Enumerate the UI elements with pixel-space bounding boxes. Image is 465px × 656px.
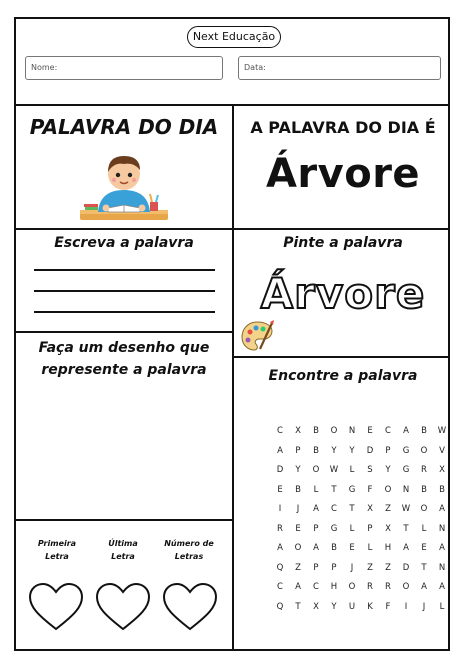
word-search-cell[interactable]: A — [439, 543, 445, 553]
word-search-cell[interactable]: O — [312, 465, 320, 475]
word-search-cell[interactable]: Q — [276, 601, 284, 612]
word-search-cell[interactable]: L — [367, 543, 373, 553]
word-search-cell[interactable]: T — [403, 523, 409, 534]
word-search-cell[interactable]: R — [385, 582, 391, 592]
divider-left-3 — [16, 519, 232, 521]
word-search-cell[interactable]: Z — [367, 562, 373, 573]
date-label: Data: — [244, 63, 266, 72]
word-of-day-prompt: A PALAVRA DO DIA É — [250, 118, 436, 137]
word-search-cell[interactable]: R — [277, 523, 283, 534]
word-search-cell[interactable]: T — [421, 562, 427, 573]
word-search-cell[interactable]: L — [313, 484, 319, 495]
word-search-cell[interactable]: G — [348, 484, 356, 495]
word-search-cell[interactable]: F — [367, 484, 373, 495]
first-letter-label — [27, 537, 87, 563]
word-search-cell[interactable]: N — [348, 426, 356, 436]
word-search-cell[interactable]: Y — [385, 465, 391, 475]
word-search-cell[interactable]: I — [278, 504, 282, 514]
word-search-cell[interactable]: A — [313, 504, 319, 514]
word-search-cell[interactable]: T — [331, 484, 337, 495]
word-search-cell[interactable]: D — [276, 465, 284, 475]
word-search-cell[interactable]: N — [402, 484, 410, 495]
word-search-cell[interactable]: P — [385, 445, 391, 456]
word-search-cell[interactable]: J — [296, 504, 300, 514]
word-search-cell[interactable]: C — [385, 426, 391, 436]
write-line[interactable] — [34, 269, 215, 271]
word-search-cell[interactable]: X — [295, 426, 301, 436]
word-search-cell[interactable]: O — [294, 543, 302, 553]
date-field[interactable] — [238, 56, 441, 80]
word-search-cell[interactable]: Y — [349, 445, 355, 456]
word-search-cell[interactable]: B — [421, 426, 427, 436]
word-search-cell[interactable]: B — [295, 484, 301, 495]
letter-count-label-2: Letras — [174, 552, 204, 561]
word-search-cell[interactable]: W — [401, 504, 411, 514]
letter-count-heart[interactable] — [162, 582, 218, 632]
word-search-cell[interactable]: X — [385, 523, 391, 534]
word-search-cell[interactable]: A — [403, 426, 409, 436]
word-search-cell[interactable]: L — [349, 523, 355, 534]
word-search-cell[interactable]: O — [420, 445, 428, 456]
word-search-cell[interactable]: P — [331, 562, 337, 573]
first-letter-heart[interactable] — [28, 582, 84, 632]
divider-right-2 — [232, 356, 448, 358]
word-search-cell[interactable]: P — [313, 562, 319, 573]
write-line[interactable] — [34, 290, 215, 292]
last-letter-label — [93, 537, 153, 563]
word-search-cell[interactable]: A — [313, 543, 319, 553]
draw-title-line1: Faça um desenho que — [38, 340, 210, 356]
word-search-cell[interactable]: X — [367, 504, 373, 514]
word-search-cell[interactable]: C — [331, 504, 337, 514]
word-search-cell[interactable]: L — [439, 601, 445, 612]
word-search-cell[interactable]: F — [385, 601, 391, 612]
word-search-cell[interactable]: E — [277, 484, 283, 495]
last-letter-label-1: Última — [108, 539, 138, 548]
word-search-cell[interactable]: O — [348, 582, 356, 592]
word-search-cell[interactable]: P — [295, 445, 301, 456]
word-search-cell[interactable]: Z — [385, 504, 391, 514]
word-search-cell[interactable]: Z — [295, 562, 301, 573]
word-search-cell[interactable]: R — [421, 465, 427, 475]
write-line[interactable] — [34, 311, 215, 313]
paint-palette-icon — [240, 319, 274, 353]
word-search-cell[interactable]: C — [313, 582, 319, 592]
word-search-cell[interactable]: G — [402, 465, 410, 475]
word-search-cell[interactable]: W — [437, 426, 447, 436]
word-search-cell[interactable]: D — [366, 445, 374, 456]
word-search-cell[interactable]: V — [439, 445, 445, 456]
word-search-cell[interactable]: Y — [331, 445, 337, 456]
last-letter-label-2: Letra — [111, 552, 135, 561]
word-search-cell[interactable]: Y — [295, 465, 301, 475]
word-search-cell[interactable]: U — [348, 601, 356, 612]
draw-title-line2: represente a palavra — [41, 362, 207, 378]
student-studying-icon — [78, 150, 170, 226]
word-search-cell[interactable]: W — [329, 465, 339, 475]
word-search-cell[interactable]: E — [367, 426, 373, 436]
word-search-cell[interactable]: G — [402, 445, 410, 456]
write-title: Escreva a palavra — [54, 235, 194, 251]
word-search-cell[interactable]: R — [367, 582, 373, 592]
outline-word[interactable]: Árvore — [260, 269, 426, 318]
divider-left-1 — [16, 228, 232, 230]
letter-count-label — [159, 537, 219, 563]
word-search-cell[interactable]: O — [330, 426, 338, 436]
word-search-grid[interactable] — [271, 422, 451, 617]
last-letter-heart[interactable] — [95, 582, 151, 632]
word-search-cell[interactable]: G — [330, 523, 338, 534]
word-search-cell[interactable]: A — [421, 582, 427, 592]
word-search-cell[interactable]: H — [384, 543, 392, 553]
word-search-cell[interactable]: B — [421, 484, 427, 495]
first-letter-label-2: Letra — [45, 552, 69, 561]
word-search-cell[interactable]: S — [367, 465, 373, 475]
word-search-cell[interactable]: A — [295, 582, 301, 592]
word-search-cell[interactable]: B — [331, 543, 337, 553]
word-search-cell[interactable]: I — [404, 601, 408, 612]
word-search-cell[interactable]: O — [384, 484, 392, 495]
word-search-cell[interactable]: O — [402, 582, 410, 592]
word-search-cell[interactable]: E — [295, 523, 301, 534]
word-search-cell[interactable]: Y — [331, 601, 337, 612]
word-search-cell[interactable]: P — [367, 523, 373, 534]
word-search-cell[interactable]: B — [439, 484, 445, 495]
word-search-cell[interactable]: B — [313, 445, 319, 456]
word-search-cell[interactable]: Z — [385, 562, 391, 573]
divider-left-2 — [16, 331, 232, 333]
word-search-cell[interactable]: E — [349, 543, 355, 553]
word-search-cell[interactable]: J — [350, 562, 354, 573]
paint-title: Pinte a palavra — [283, 235, 403, 251]
word-search-cell[interactable]: A — [439, 582, 445, 592]
word-search-cell[interactable]: P — [313, 523, 319, 534]
word-search-cell[interactable]: A — [403, 543, 409, 553]
word-search-cell[interactable]: L — [421, 523, 427, 534]
word-of-day-title: PALAVRA DO DIA — [29, 115, 219, 139]
word-search-cell[interactable]: T — [295, 601, 301, 612]
name-field[interactable] — [25, 56, 223, 80]
word-search-cell[interactable]: T — [349, 504, 355, 514]
letter-count-label-1: Número de — [164, 539, 214, 548]
word-search-cell[interactable]: C — [277, 582, 283, 592]
brand-badge: Next Educação — [187, 26, 281, 48]
word-search-cell[interactable]: A — [439, 504, 445, 514]
word-search-cell[interactable]: C — [277, 426, 283, 436]
word-search-cell[interactable]: X — [439, 465, 445, 475]
first-letter-label-1: Primeira — [37, 539, 77, 548]
word-search-cell[interactable]: H — [330, 582, 338, 592]
word-search-cell[interactable]: A — [277, 543, 283, 553]
name-label: Nome: — [31, 63, 58, 72]
word-search-cell[interactable]: L — [349, 465, 355, 475]
word-search-cell[interactable]: E — [421, 543, 427, 553]
word-search-cell[interactable]: X — [313, 601, 319, 612]
worksheet — [14, 17, 450, 651]
word-search-cell[interactable]: N — [438, 523, 446, 534]
word-search-cell[interactable]: K — [367, 601, 373, 612]
word-search-cell[interactable]: Q — [276, 562, 284, 573]
word-of-day: Árvore — [265, 151, 421, 197]
word-search-cell[interactable]: O — [420, 504, 428, 514]
word-search-cell[interactable]: N — [438, 562, 446, 573]
word-search-cell[interactable]: D — [402, 562, 410, 573]
word-search-cell[interactable]: J — [422, 601, 426, 612]
word-search-cell[interactable]: A — [277, 445, 283, 456]
word-search-cell[interactable]: B — [313, 426, 319, 436]
find-title: Encontre a palavra — [268, 368, 418, 384]
divider-right-1 — [232, 228, 448, 230]
